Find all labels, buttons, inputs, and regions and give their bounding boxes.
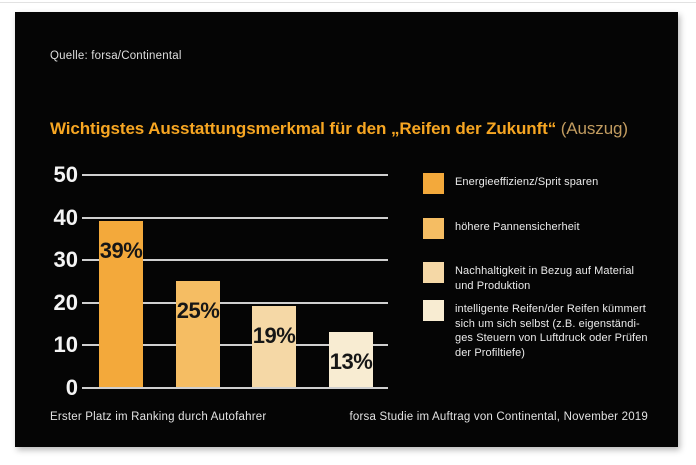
y-axis-tick-label: 30 — [53, 247, 78, 273]
infographic-panel — [15, 12, 678, 447]
legend-label — [455, 300, 648, 360]
legend-swatch — [423, 262, 444, 283]
y-axis-tick-label: 10 — [53, 332, 78, 358]
bar — [176, 281, 220, 388]
y-axis-tick-label: 50 — [53, 162, 78, 187]
y-axis — [31, 162, 78, 400]
legend-label-line: Energieeffizienz/Sprit sparen — [455, 176, 599, 188]
gridline — [82, 174, 388, 176]
legend-swatch — [423, 173, 444, 194]
y-axis-tick-label: 0 — [65, 375, 78, 400]
legend-label — [455, 262, 634, 293]
bar — [329, 332, 373, 387]
chart-title — [50, 119, 675, 139]
plot-area — [82, 175, 388, 388]
legend-label — [455, 173, 598, 194]
page-top-divider — [0, 2, 696, 3]
legend-label-line: intelligente Reifen/der Reifen kümmert — [455, 303, 646, 315]
bar-value-label: 13% — [329, 348, 373, 374]
source-label: Quelle: forsa/Continental — [50, 50, 182, 62]
y-axis-tick-label: 40 — [53, 204, 78, 230]
legend-swatch — [423, 218, 444, 239]
bar-value-label: 25% — [176, 297, 220, 323]
legend-label-line: der Profiltiefe) — [455, 346, 526, 359]
footnote-ranking: Erster Platz im Ranking durch Autofahrer — [50, 411, 267, 423]
gridline — [82, 387, 388, 389]
bar — [99, 221, 143, 387]
gridline — [82, 217, 388, 219]
legend-swatch — [423, 300, 444, 321]
bar-value-label: 39% — [99, 237, 143, 263]
footnote-study: forsa Studie im Auftrag von Continental, November 2019 — [349, 411, 648, 423]
legend-item — [423, 300, 675, 360]
legend-label-line: sich um sich selbst (z.B. eigenständi- — [455, 317, 640, 330]
chart-title-suffix: (Auszug) — [556, 119, 628, 138]
legend-label-line: und Produktion — [455, 279, 531, 292]
bar — [252, 306, 296, 387]
legend-item — [423, 173, 675, 194]
legend-label-line: ges Steuern von Luftdruck oder Prüfen — [455, 332, 648, 344]
y-axis-tick-label: 20 — [53, 289, 78, 315]
legend-label-line: Nachhaltigkeit in Bezug auf Material — [455, 265, 635, 277]
bar-value-label: 19% — [252, 323, 296, 349]
chart-title-main: Wichtigstes Ausstattungsmerkmal für den „Reifen der Zukunft“ — [50, 119, 557, 138]
legend-item — [423, 262, 675, 293]
legend-label — [455, 218, 580, 239]
legend-label-line: höhere Pannensicherheit — [455, 221, 580, 233]
legend-item — [423, 218, 675, 239]
